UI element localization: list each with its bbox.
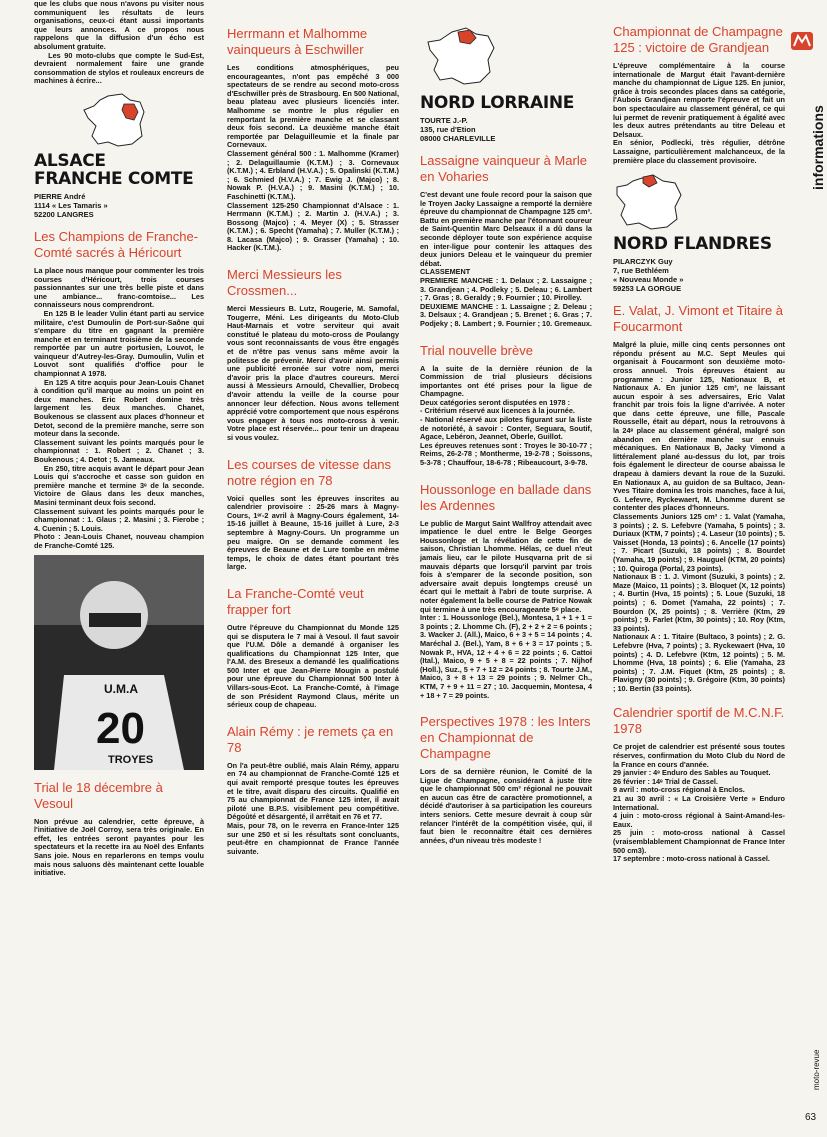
article-perspectives-body: Lors de sa dernière réunion, le Comité de la Ligue de Champagne, considérant à juste titre que le championnat 500 cm³ régional ne pouvait en aucun cas être de caractère promotionnel, a décidé d'autoriser à sa participation les coureurs inters seniors. Cette mesure devrait à coup sûr relancer l'intérêt de la compétition visée, qui, il faut bien le reconnaître était ces dernières années, d'un niveau très modeste ! bbox=[420, 767, 595, 845]
article-eschwiller-body: Les conditions atmosphériques, peu encourageantes, n'ont pas empêché 3 000 spectateurs de se rendre au second moto-cross d'Eschwiller près de Strasbourg. En 500 National, beau plateau avec plusieurs licenciés inter. Malhomme se montre le plus régulier en remportant la première manche et se classant deux fois second. La deuxième manche était remportée par Delaguilleumie et la finale par Cornevaux. Classement général 500 : 1. Malhomme (Kramer) ; 2. Delaguillaumie (K.T.M.) ; 3. Cornevaux (K.T.M.) ; 4. Erbland (H.V.A.) ; 5. Opalinski (K.T.M.) ; 6. Schmied (H.V.A.) ; 7. Ewig J. (Majco) ; 8. Nowak P. (H.V.A.) ; 9. Masini (K.T.M.) ; 10. Faschinetti (K.T.M.). Classement 125-250 Championnat d'Alsace : 1. Herrmann (K.T.M.) ; 2. Martin J. (H.V.A.) ; 3. Bossong (Majco) ; 4. Meyer (X) ; 5. Strasser (K.T.M.) ; 6. Specht (Yamaha) ; 7. Muller (K.T.M.) ; 8. Lacasa (Majco) ; 9. Grasser (Yamaha) ; 10. Hacker (K.T.M.). bbox=[227, 63, 399, 253]
column-4 bbox=[613, 0, 785, 1137]
headline-lassaigne: Lassaigne vainqueur à Marle en Voharies bbox=[420, 153, 587, 184]
correspondent-address: PILARCZYK Guy 7, rue Bethléem « Nouveau Monde » 59253 LA GORGUE bbox=[613, 257, 684, 294]
article-foucarmont-body: Malgré la pluie, mille cinq cents personnes ont répondu présent au M.C. Sept Meules qui organisait à Foucarmont son deuxième moto-cross annuel. Trois épreuves étaient au programme : Junior 125, Nationaux B, et Nationaux A. En junior 125 cm³, ne laissant aucun espoir à ses adversaires, Eric Valat franchit par trois fois la ligne d'arrivée. A noter que dans cette épreuve, une fille, Pascale Rousselle, était au départ, nous la retrouvons à la 24ᵉ place au classement général, malgré son abandon en dernière manche sur ennuis mécaniques. En Nationaux B, Jacky Vimond a littéralement plané au-dessus du lot, par trois fois également le directeur de course abaissa le drapeau à damiers devant la roue de la Suzuki. En Nationaux A, au guidon de sa Bultaco, Jean-Yves Titaire domina les trois manches, face à lui, G. Lefevre, Ryckewaert, M. Lhomme durent se contenter des places d'honneurs. Classements Juniors 125 cm³ : 1. Valat (Yamaha, 3 points) ; 2. S. Lefebvre (Yamaha, 5 points) ; 3. Duriaux (KTM, 7 points) ; 4. Laseur (10 points) ; 5. Vaisset (Honda, 13 points) ; 6. Ancelle (17 points) ; 7. Picart (Suzuki, 18 points) ; 8. Bourdet (Yamaha, 19 points) ; 9. Hauguel (KTM, 20 points) ; 10. Quiroga (Portal, 23 points). Nationaux B : 1. J. Vimont (Suzuki, 3 points) ; 2. Maze (Maico, 11 points) ; 3. Bloquet (X, 12 points) ; 4. Burtin (Hva, 15 points) ; 5. Loue (Suzuki, 18 points) ; 6. Domet (Yamaha, 22 points) ; 7. Bourdon (X, 25 points) ; 8. Verrière (Ktm, 29 points) ; 9. Farlet (Ktm, 30 points) ; 10. Roy (Ktm, 33 points). Nationaux A : 1. Titaire (Bultaco, 3 points) ; 2. G. Lefebvre (Hva, 7 points) ; 3. Ryckewaert (Hva, 10 points) ; 4. D. Lefebvre (Ktm, 12 points) ; 5. M. Lhomme (Hva, 18 points) ; 6. Elie (Yamaha, 23 points) ; 7. J.M. Fiquet (Ktm, 25 points) ; 8. Flavigny (30 points) ; 9. Grégoire (Ktm, 30 points) ; 10. Bertin (33 points). bbox=[613, 340, 785, 693]
article-houssonloge-body: Le public de Margut Saint Wallfroy attendait avec impatience le duel entre le Belge Georges Houssonloge et la révélation de cette fin de saison, Christian Lhomme. Hélas, ce duel n'eut jamais lieu, car le pilote Husqvarna prit de si mauvais départs que lorsqu'il parvint par trois fois à s'emparer de la seconde position, son adversaire avait depuis longtemps creusé un écart qui le mettait à l'abri de toute surprise. A noter également la belle course de Patrice Nowak qui termine à une très encourageante 5ᵉ place. Inter : 1. Houssonloge (Bel.), Montesa, 1 + 1 + 1 = 3 points ; 2. Lhomme Ch. (F), 2 + 2 + 2 = 6 points ; 3. Wacker J. (All.), Maico, 6 + 3 + 5 = 14 points ; 4. Maréchal J. (Bel.), Yam, 8 + 6 + 3 = 17 points ; 5. Nowak P., HVA, 12 + 4 + 6 = 22 points ; 6. Cattoi (Ital.), Maico, 9 + 5 + 8 = 22 points ; 7. Nijhof (Holl.), Suz., 5 + 7 + 12 = 24 points ; 8. Tourte J.M., Maico, 3 + 8 + 13 = 29 points ; 9. Nelmer Ch., KTM, 7 + 9 + 11 = 27 ; 10. Jacquemin, Montesa, 4 + 18 + 7 = 29 points. bbox=[420, 518, 592, 700]
magazine-name: moto-revue bbox=[812, 1049, 821, 1090]
magazine-footer bbox=[800, 1020, 821, 1090]
headline-perspectives-1978: Perspectives 1978 : les Inters en Championnat de Champagne bbox=[420, 714, 591, 762]
headline-foucarmont: E. Valat, J. Vimont et Titaire à Foucarmont bbox=[613, 303, 784, 335]
page-number: 63 bbox=[805, 1112, 817, 1123]
region-title-alsace: ALSACE bbox=[34, 150, 106, 171]
bib-number: 20 bbox=[96, 703, 145, 753]
france-map-alsace-icon bbox=[78, 92, 158, 150]
headline-houssonloge: Houssonloge en ballade dans les Ardennes bbox=[420, 481, 592, 513]
headline-eschwiller: Herrmann et Malhomme vainqueurs à Eschwiller bbox=[227, 26, 368, 57]
section-label-text: informations bbox=[810, 105, 826, 190]
article-trial-breve-body: A la suite de la dernière réunion de la Commission de trial plusieurs décisions importantes ont été prises pour la ligue de Champagne. Deux catégories seront disputées en 1978 : - Critérium réservé aux licences à la journée. - National réservé aux pilotes figurant sur la liste de notoriété, à savoir : Conter, Seguara, Soutif, Agace, Lebéron, Jeannet, Oberle, Guillot. Les épreuves retenues sont : Troyes le 30-10-77 ; Reims, 26-2-78 ; Montherme, 19-2-78 ; Soissons, 5-3-78 ; Chauffour, 18-6-78 ; Ribeaucourt, 3-9-78. bbox=[420, 363, 592, 468]
article-lassaigne-body: C'est devant une foule record pour la saison que le Troyen Jacky Lassaigne a remporté la dernière épreuve du championnat de Champagne 125 cm³. Battu en première manche par l'étonnant coureur de Saint-Quentin Marc Delseaux il a dû dans la seconde déployer toute son expérience acquise en inter-ligue pour contenir les attaques des deux juniors Deleau et le vainqueur du premier débat. CLASSEMENT PREMIERE MANCHE : 1. Delaux ; 2. Lassaigne ; 3. Grandjean ; 4. Podleky ; 5. Deleau ; 6. Lambert ; 7. Gras ; 8. Geraldy ; 9. Fournier ; 10. Pirolley. DEUXIEME MANCHE : 1. Lassaigne ; 2. Deleau ; 3. Delsaux ; 4. Grandjean ; 5. Brenet ; 6. Gras ; 7. Podjeky ; 8. Lambert ; 9. Fournier ; 10. Gremeaux. bbox=[420, 190, 592, 328]
intro-text: que les clubs que nous n'avons pu visiter nous communiquent les résultats de leurs organisations, ceux-ci étant aussi importants que leurs annonces. A ce propos nous rappelons que la diffusion d'un écho est absolument gratuite. Les 90 moto-clubs que compte le Sud-Est, devraient normalement faire une grande consommation de stylos et rouleaux encreurs de machines à écrire... bbox=[34, 0, 204, 86]
column-3 bbox=[420, 0, 595, 1137]
article-calendrier-body: Ce projet de calendrier est présenté sous toutes réserves, confirmation du Moto Club du Nord de la France en cours d'année. 29 janvier : 4ᵉ Enduro des Sables au Touquet. 26 février : 14ᵉ Trial de Cassel. 9 avril : moto-cross régional à Enclos. 21 au 30 avril : « La Croisière Verte » Enduro International. 4 juin : moto-cross régional à Saint-Amand-les-Eaux. 25 juin : moto-cross national à Cassel (vraisemblablement Championnat de France Inter 500 cm3). 17 septembre : moto-cross national à Cassel. bbox=[613, 742, 785, 864]
bib-bottom: TROYES bbox=[108, 753, 154, 766]
correspondent-address: PIERRE André 1114 « Les Tamaris » 52200 LANGRES bbox=[34, 191, 108, 219]
article-crossmen-body: Merci Messieurs B. Lutz, Rougerie, M. Samofal, Tougerre, Méni. Les dirigeants du Moto-Club Haut-Marnais et votre serviteur qui avait constitué le plateau du moto-cross de Poulangy vous sont reconnaissants de vous être engagés et de n'être pas venus sans même avoir la politesse de prévenir. Merci d'avoir ainsi permis une publicité erronée sur votre nom, merci d'avoir pris la place d'autres coureurs. Merci aussi à Messieurs Arnould, Chevallier, Drobecq d'avoir attendu la veille de la course pour annoncer leur défection. Nous avons tellement apprécié votre comportement que nous espérons vous engager à tous nos moto-cross à venir. Votre place est réservée... pour tenir un drapeau si vous voulez. bbox=[227, 304, 402, 442]
headline-grandjean: Championnat de Champagne 125 : victoire de Grandjean bbox=[613, 24, 783, 55]
article-vitesse-body: Voici quelles sont les épreuves inscrites au calendrier provisoire : 25-26 mars à Magny-Cours, 1ᵉʳ-2 avril à Magny-Cours également, 14-15-16 juillet à Beaune, 15-16 juillet à Lure, 2-3 septembre à Magny-Cours. Un programme un peu maigre. On se demande comment les épreuves de Beaune et de Lure tombe en même temps, le choix de dates étant pourtant très large. bbox=[227, 493, 402, 572]
article-champions-body: La place nous manque pour commenter les trois courses d'Héricourt, trois courses passionnantes sur une très belle piste et dans une ambiance... franc-comtoise... Les connaisseurs nous comprendront. En 125 B le leader Vulin étant parti au service militaire, c'est Dumoulin de Port-sur-Saône qui s'empare du titre en gagnant la première manche et en terminant troisième de la seconde remportée par un autre portusien, Louvot, le vainqueur d'Autrey-les-Gray. Dumoulin, Vulin et Louvot sont qualifiés d'office pour le championnat A 1978. En 125 A titre acquis pour Jean-Louis Chanet à condition qu'il marque au moins un point en deux manches. Eric Robert domine très largement les deux manches. Chanet, Boukenous se classent aux places d'honneur et Detot, second de la première manche, serre son moteur dans la seconde. Classement suivant les points marqués pour le championnat : 1. Robert ; 2. Chanet ; 3. Boukenous ; 4. Detot ; 5. Jameaux. En 250, titre acquis avant le départ pour Jean Louis qui s'accroche et casse son guidon en première manche et termine 3ᵉ de la seconde. Victoire de Glaus dans les deux manches, Masini terminant deux fois second. Classement suivant les points marqués pour le championnat : 1. Glaus ; 2. Masini ; 3. Fierobe ; 4. Cuenin ; 5. Louis. Photo : Jean-Louis Chanet, nouveau champion de Franche-Comté 125. bbox=[34, 265, 205, 550]
region-title-nord-flandres: NORD FLANDRES bbox=[613, 234, 772, 255]
headline-franche-comte-fort: La Franche-Comté veut frapper fort bbox=[227, 585, 364, 617]
france-map-lorraine-icon bbox=[424, 26, 502, 88]
bib-top: U.M.A bbox=[104, 681, 138, 696]
headline-trial-breve: Trial nouvelle brève bbox=[420, 342, 533, 358]
headline-alain-remy: Alain Rémy : je remets ça en 78 bbox=[227, 723, 394, 755]
moto-revue-logo-icon bbox=[790, 30, 814, 52]
region-title-nord-lorraine: NORD LORRAINE bbox=[420, 93, 575, 113]
headline-trial-vesoul: Trial le 18 décembre à Vesoul bbox=[34, 779, 163, 811]
article-trial-vesoul-body: Non prévue au calendrier, cette épreuve, à l'initiative de Joël Corroy, sera très originale. En effet, les entrées seront payantes pour les spectateurs et la recette ira au Noël des Enfants Sans joie. Nous en reparlerons en temps voulu mais nous saluons dès maintenant cette louable initiative. bbox=[34, 816, 207, 878]
correspondent-address: TOURTE J.-P. 135, rue d'Etion 08000 CHARLEVILLE bbox=[420, 116, 496, 143]
france-map-nord-icon bbox=[613, 173, 687, 231]
headline-champions-franche-comte: Les Champions de Franche-Comté sacrés à Héricourt bbox=[34, 228, 199, 260]
headline-crossmen: Merci Messieurs les Crossmen... bbox=[227, 267, 342, 299]
column-1 bbox=[34, 0, 207, 1137]
article-alain-remy-body: On l'a peut-être oublié, mais Alain Rémy, apparu en 74 au championnat de Franche-Comté 125 et qui avait remporté presque toutes les épreuves et le titre, avait disparu des circuits. Qualifié en 75 au championnat de France 125 inter, il avait piloté une B.P.S. visiblement peu compétitive. Dégoûté et désargenté, il arrêtait en 76 et 77. Mais, pour 78, on le reverra en France-Inter 125 sur une 250 et si les résultats sont concluants, peut-être en championnat de France l'année suivante. bbox=[227, 760, 399, 856]
region-title-franche-comte: FRANCHE COMTE bbox=[34, 168, 194, 189]
headline-vitesse: Les courses de vitesse dans notre région en 78 bbox=[227, 456, 392, 488]
article-grandjean-body: L'épreuve complémentaire à la course internationale de Margut était l'avant-dernière manche du championnat de Ligue 125. En junior, grâce à trois secondes places dans sa catégorie, l'Aubois Grandjean remporte l'épreuve et fait un bon spectaculaire au classement général, ce qui lui permet de revenir pratiquement à égalité avec les deux autres prétendants au titre Deleau et Delsaux. En sénior, Podlecki, très régulier, détrône Lassaigne, particulièrement malchanceux, de la première place du classement provisoire. bbox=[613, 61, 785, 165]
column-2 bbox=[227, 0, 402, 1137]
headline-calendrier: Calendrier sportif de M.C.N.F. 1978 bbox=[613, 705, 785, 737]
section-label bbox=[788, 80, 826, 190]
article-franche-comte-fort-body: Outre l'épreuve du Championnat du Monde 125 qui se disputera le 7 mai à Vesoul. Il faut savoir que l'U.M. Dôle a demandé à organiser les qualifications du Championnat 125 Inter, que l'A.M. des Breseux a demandé les qualifications 500 Inter et que Jean-Pierre Mougin a postulé pour une épreuve du Championnat 500 Inter à Villars-sous-Ecot. La Franche-Comté, à l'image de son Président Raymond Claus, mérite un sérieux coup de chapeau. bbox=[227, 622, 402, 710]
rider-photo bbox=[34, 555, 204, 770]
